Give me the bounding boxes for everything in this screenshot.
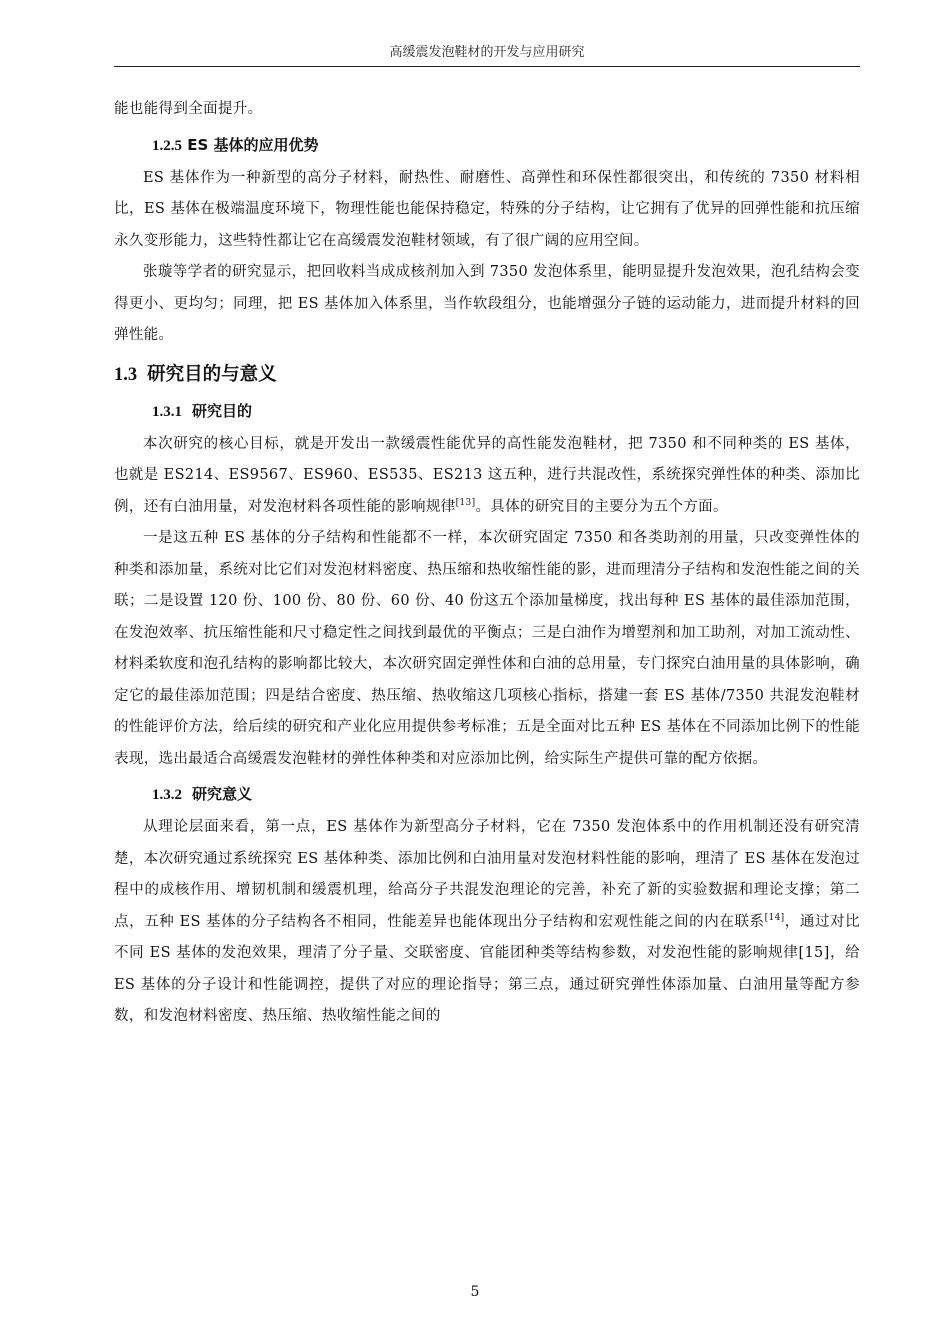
paragraph-text: 本次研究的核心目标，就是开发出一款缓震性能优异的高性能发泡鞋材，把 7350 和不同种类的 ES 基体，也就是 ES214、ES9567、ES960、ES535、ES213 这五种，进行共混改性，系统探究弹性体的种类、添加比例，还有白油用量，对发泡材料各项性能的影响规律 <box>114 435 860 515</box>
heading-title: ES 基体的应用优势 <box>187 135 319 154</box>
running-header: 高缓震发泡鞋材的开发与应用研究 <box>389 45 585 60</box>
paragraph-zhang-study: 张璇等学者的研究显示，把回收料当成成核剂加入到 7350 发泡体系里，能明显提升发泡效果，泡孔结构会变得更小、更均匀；同理，把 ES 基体加入体系里，当作软段组分，也能增强分子链的运动能力，进而提升材料的回弹性能。 <box>114 264 860 343</box>
heading-1-2-5 <box>114 130 860 161</box>
heading-1-3-1 <box>114 396 860 427</box>
paragraph-es-advantages: ES 基体作为一种新型的高分子材料，耐热性、耐磨性、高弹性和环保性都很突出，和传统的 7350 材料相比，ES 基体在极端温度环境下，物理性能也能保持稳定，特殊的分子结构，让它拥有了优异的回弹性能和抗压缩永久变形能力，这些特性都让它在高缓震发泡鞋材领域，有了很广阔的应用空间。 <box>114 169 860 249</box>
heading-number: 1.3 <box>114 364 138 385</box>
paragraph-research-goal <box>114 429 860 524</box>
paragraph-text: 。具体的研究目的主要分为五个方面。 <box>475 498 728 515</box>
heading-title: 研究目的 <box>192 401 253 420</box>
heading-title: 研究意义 <box>192 785 253 803</box>
heading-title: 研究目的与意义 <box>147 363 277 385</box>
paragraph-significance <box>114 812 860 1033</box>
heading-1-3 <box>114 358 860 392</box>
citation: [13] <box>455 497 476 508</box>
paragraph-text: ，通过对比不同 ES 基体的发泡效果，理清了分子量、交联密度、官能团种类等结构参数，对发泡性能的影响规律[15]，给 ES 基体的分子设计和性能调控，提供了对应的理论指导；第三点，通过研究弹性体添加量、白油用量等配方参数，和发泡材料密度、热压缩、热收缩性能之间的 <box>114 913 861 1024</box>
heading-number: 1.3.2 <box>152 787 182 803</box>
page-number: 5 <box>470 1284 480 1300</box>
paragraph-five-aims: 一是这五种 ES 基体的分子结构和性能都不一样，本次研究固定 7350 和各类助剂的用量，只改变弹性体的种类和添加量，系统对比它们对发泡材料密度、热压缩和热收缩性能的影，进而理清分子结构和发泡性能之间的关联；二是设置 120 份、100 份、80 份、60 份、40 份这五个添加量梯度，找出每种 ES 基体的最佳添加范围，在发泡效率、抗压缩性能和尺寸稳定性之间找到最优的平衡点；三是白油作为增塑剂和加工助剂，对加工流动性、材料柔软度和泡孔结构的影响都比较大，本次研究固定弹性体和白油的总用量，专门探究白油用量的具体影响，确定它的最佳添加范围；四是结合密度、热压缩、热收缩这几项核心指标，搭建一套 ES 基体/7350 共混发泡鞋材的性能评价方法，给后续的研究和产业化应用提供参考标准；五是全面对比五种 ES 基体在不同添加比例下的性能表现，选出最适合高缓震发泡鞋材的弹性体种类和对应添加比例，给实际生产提供可靠的配方依据。 <box>114 530 860 767</box>
body-text <box>114 94 860 1033</box>
paragraph-text: 从理论层面来看，第一点，ES 基体作为新型高分子材料，它在 7350 发泡体系中的作用机制还没有研究清楚，本次研究通过系统探究 ES 基体种类、添加比例和白油用量对发泡材料性能的影响，理清了 ES 基体在发泡过程中的成核作用、增韧机制和缓震机理，给高分子共混发泡理论的完善，补充了新的实验数据和理论支撑；第二点，五种 ES 基体的分子结构各不相同，性能差异也能体现出分子结构和宏观性能之间的内在联系 <box>114 819 860 930</box>
heading-number: 1.2.5 <box>152 137 182 154</box>
citation: [14] <box>764 912 785 923</box>
paragraph-continuation: 能也能得到全面提升。 <box>114 101 263 117</box>
header-rule <box>114 66 860 67</box>
heading-number: 1.3.1 <box>152 403 182 420</box>
heading-1-3-2 <box>114 779 860 810</box>
